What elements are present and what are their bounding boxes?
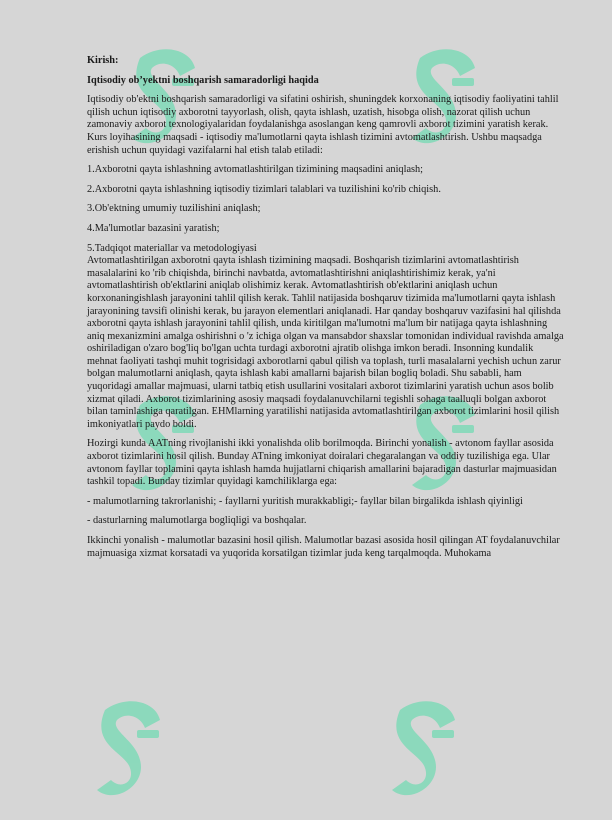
watermark-logo-icon (380, 690, 470, 820)
document-title: Iqtisodiy ob’yektni boshqarish samaradorligi haqida (87, 74, 319, 86)
list-item: 4.Ma'lumotlar bazasini yaratish; (87, 222, 220, 234)
paragraph: Hozirgi kunda AATning rivojlanishi ikki yonalishda olib borilmoqda. Birinchi yonalish - avtonom fayllar asosida axborot tizimlarini hosil qilish. Bunday ATning imkoniyat doiralari chegaralangan va oddiy tuzilishiga ega. Ular avtonom fayllar toplamini qayta ishlash hamda hujjatlarni chiqarish amallarini bajaradigan dasturlar majmuasidan tashkil topadi. Bunday tizimlar quyidagi kamchiliklarga ega: (87, 438, 557, 488)
list-item: 2.Axborotni qayta ishlashning iqtisodiy tizimlari talablari va tuzilishini ko'rib chiqish. (87, 183, 441, 195)
paragraph: - malumotlarning takrorlanishi; - fayllarni yuritish murakkabligi;- fayllar bilan birgalikda ishlash qiyinligi (87, 495, 523, 507)
watermark-logo-icon (85, 690, 175, 820)
paragraph: Ikkinchi yonalish - malumotlar bazasini hosil qilish. Malumotlar bazasi asosida hosil qilingan AT foydalanuvchilar majmuasiga xizmat korsatadi va yuqorida korsatilgan tizimlar juda keng tarqalmoqda. Muhokama (87, 535, 560, 559)
paragraph: Iqtisodiy ob'ektni boshqarish samaradorligi va sifatini oshirish, shuningdek korxonaning iqtisodiy faoliyatini tahlil qilish uchun iqtisodiy axborotni tayyorlash, olish, qayta ishlash, uzatish, hisobga olish, nazorat qilish uchun zamonaviy axborot texnologiyalaridan foydalanishga asoslangan keng qamrovli axborot tizimini yaratish kerak. Kurs loyihasining maqsadi - iqtisodiy ma'lumotlarni qayta ishlash tizimini avtomatlashtirish. Ushbu maqsadga erishish uchun quyidagi vazifalarni hal etish talab etiladi: (87, 94, 559, 156)
paragraph: - dasturlarning malumotlarga bogliqligi va boshqalar. (87, 515, 307, 527)
intro-heading: Kirish: (87, 55, 119, 66)
paragraph: Avtomatlashtirilgan axborotni qayta ishlash tizimining maqsadi. Boshqarish tizimlarini avtomatlashtirish masalalarini ko 'rib chiqishda, birinchi navbatda, avtomatlashtirishni aniqlashtirishimiz kerak, ya'ni avtomatlashtirish ob'ektlarini aniqlab olishimiz kerak. Avtomatlashtirish ob'ektlarini aniqlash uchun korxonaningishlash jarayonini tahlil qilish kerak. Tahlil natijasida boshqaruv tizimida ma'lumotlarni qayta ishlash jarayonining tavsifi olinishi kerak, bu jarayon elementlari aniqlanadi. Har qanday boshqaruv vazifasini hal qilishda axborotni qayta ishlash jarayonini tahlil qilish, unda kiritilgan ma'lumotni ma'lum bir natijaga qayta ishlashning aniq mexanizmini amalga oshirishni o 'z ichiga olgan va mansabdor shaxslar tomonidan individual ravishda amalga oshiriladigan o'zaro bog'liq bo'lgan uchta turdagi axborotni ajratib olishga imkon beradi. Insonning kundalik mehnat faoliyati tashqi muhit togrisidagi axborotlarni qabul qilish va toplash, turli masalalarni yechish uchun zarur bolgan malumotlarni aniqlash, qayta ishlash kabi amallarni bajarish bilan bogliq boladi. Shu sababli, ham yuqoridagi amallar majmuasi, ularni tatbiq etish usullarini vositalari axborot tizimlarini yaratish uchun asos bolib xizmat qiladi. Axborot tizimlarining asosiy maqsadi foydalanuvchilarni tegishli sohaga taalluqli bolgan axborot bilan taminlashiga qaratilgan. EHMlarning yaratilishi natijasida avtomatlashtirilgan axborot tizimlarini hosil qilish imkoniyatlari paydo boldi. (87, 255, 564, 430)
list-item: 1.Axborotni qayta ishlashning avtomatlashtirilgan tizimining maqsadini aniqlash; (87, 164, 424, 176)
list-item: 3.Ob'ektning umumiy tuzilishini aniqlash; (87, 203, 261, 215)
list-item: 5.Tadqiqot materiallar va metodologiyasi (87, 242, 257, 254)
document-body (87, 55, 565, 567)
